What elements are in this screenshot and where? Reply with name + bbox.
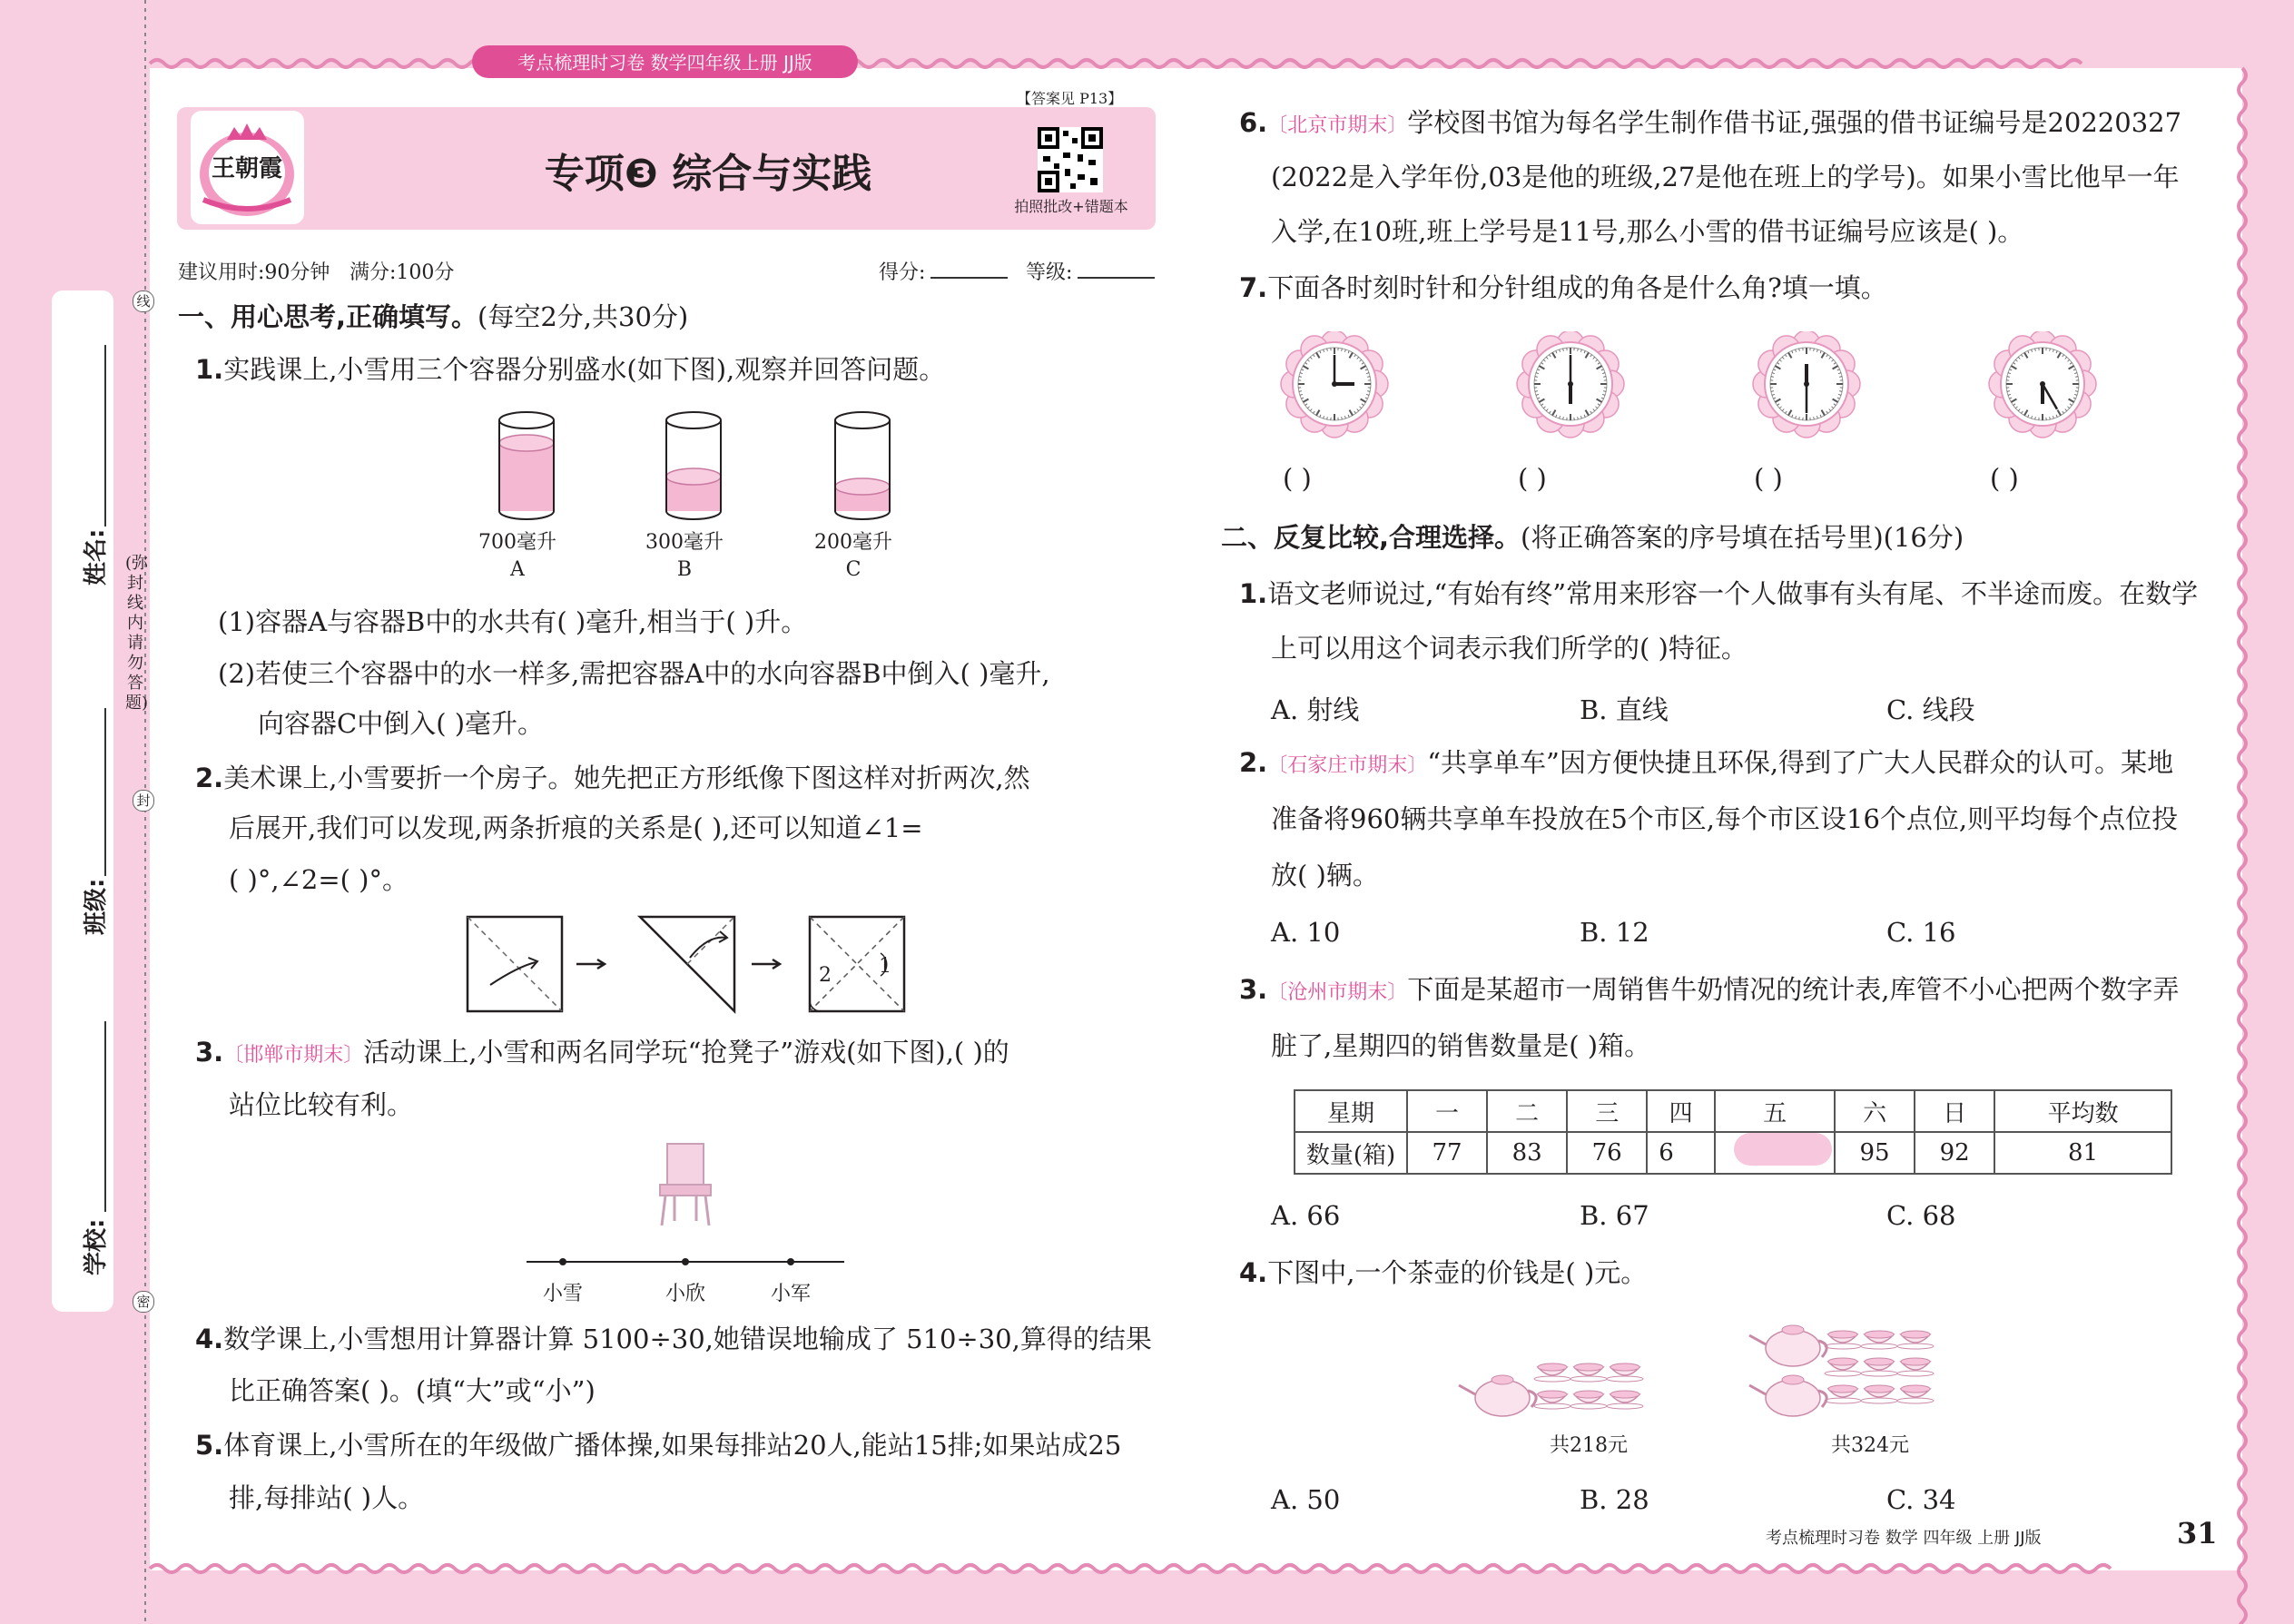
s2q3-option-b[interactable]: B. 67 [1580, 1200, 1649, 1231]
s2q4-text: 下图中,一个茶壶的价钱是( )元。 [1267, 1257, 1648, 1288]
container-rim [835, 412, 890, 428]
angle-2-label: 2 [819, 964, 832, 987]
section2-note: (将正确答案的序号填在括号里)(16分) [1521, 522, 1964, 553]
q5-text1: 体育课上,小雪所在的年级做广播体操,如果每排站20人,能站15排;如果站成25 [223, 1430, 1122, 1461]
score-field[interactable] [930, 277, 1008, 279]
group1-total: 共218元 [1550, 1434, 1628, 1457]
q2-text1: 美术课上,小雪要折一个房子。她先把正方形纸像下图这样对折两次,然 [223, 763, 1030, 793]
clock-icon [1753, 331, 1860, 438]
teacup-icon [1825, 1358, 1861, 1376]
clock-icon [1989, 331, 2096, 438]
paper-fold-figure [463, 912, 926, 1017]
teapot-cups-figure [1452, 1307, 1997, 1421]
q4-line2: 比正确答案( )。(填“大”或“小”) [229, 1375, 596, 1406]
section1-title: 一、用心思考,正确填写。 [178, 301, 478, 332]
table-row [1295, 1132, 2171, 1174]
qr-caption: 拍照批改+错题本 [1014, 198, 1128, 215]
clock-4-answer[interactable]: ( ) [1990, 463, 2019, 494]
section1-note: (每空2分,共30分) [478, 301, 689, 332]
s2q1-option-b[interactable]: B. 直线 [1580, 694, 1669, 725]
q6-line1 [1239, 107, 2181, 139]
time-limit: 建议用时:90分钟 [178, 261, 330, 284]
s2q1-line2: 上可以用这个词表示我们所学的( )特征。 [1271, 633, 1748, 664]
containers-figure [472, 404, 908, 527]
s2q1-line1 [1239, 578, 2198, 610]
q2-line2: 后展开,我们可以发现,两条折痕的关系是( ),还可以知道∠1= [229, 812, 923, 843]
s2q2-option-a[interactable]: A. 10 [1271, 917, 1341, 948]
section1-heading [178, 301, 688, 333]
q1-text [195, 354, 945, 386]
s2q2-option-c[interactable]: C. 16 [1886, 917, 1956, 948]
score-label: 得分: [879, 261, 926, 284]
q3-text1: 活动课上,小雪和两名同学玩“抢凳子”游戏(如下图),( )的 [363, 1037, 1009, 1068]
q4-text1: 数学课上,小雪想用计算器计算 5100÷30,她错误地输成了 510÷30,算得的结果 [223, 1324, 1152, 1354]
teacup-icon [1570, 1363, 1607, 1382]
page-number: 31 [2177, 1516, 2218, 1550]
q3-line1 [195, 1037, 1009, 1068]
s2q3-number: 3. [1239, 974, 1268, 1005]
q5-number: 5. [195, 1430, 224, 1461]
s2q2-option-b[interactable]: B. 12 [1580, 917, 1649, 948]
table-cell: 81 [1994, 1132, 2171, 1174]
teacup-icon [1861, 1385, 1897, 1403]
table-header-cell: 日 [1915, 1090, 1994, 1132]
s2q3-source-tag: 〔沧州市期末〕 [1267, 981, 1408, 1004]
class-label: 班级: [83, 878, 110, 935]
table-header-cell: 三 [1567, 1090, 1647, 1132]
table-header-cell: 星期 [1295, 1090, 1407, 1132]
q5-line2: 排,每排站( )人。 [229, 1482, 425, 1513]
q7-text: 下面各时刻时针和分针组成的角各是什么角?填一填。 [1267, 272, 1887, 303]
teacup-icon [1861, 1358, 1897, 1376]
top-banner-text: 考点梳理时习卷 数学四年级上册 JJ版 [517, 52, 812, 74]
s2q2-source-tag: 〔石家庄市期末〕 [1267, 754, 1428, 777]
teacup-icon [1825, 1331, 1861, 1349]
table-header-cell: 五 [1715, 1090, 1835, 1132]
table-header-cell: 平均数 [1994, 1090, 2171, 1132]
s2q4-line [1239, 1257, 1647, 1289]
s2q4-number: 4. [1239, 1257, 1268, 1288]
clocks-figure [1280, 331, 2115, 445]
s2q3-option-c[interactable]: C. 68 [1886, 1200, 1956, 1231]
container-b [666, 412, 721, 519]
water-surface [499, 435, 554, 451]
q3-number: 3. [195, 1037, 224, 1068]
table-cell: 95 [1835, 1132, 1915, 1174]
clock-2-answer[interactable]: ( ) [1518, 463, 1547, 494]
q6-source-tag: 〔北京市期末〕 [1267, 114, 1408, 137]
table-header-cell: 一 [1407, 1090, 1487, 1132]
school-label: 学校: [83, 1218, 110, 1275]
full-score: 满分:100分 [350, 261, 455, 284]
q6-line3: 入学,在10班,班上学号是11号,那么小雪的借书证编号应该是( )。 [1271, 216, 2024, 247]
position-xiaoxue: 小雪 [542, 1283, 583, 1305]
q2-number: 2. [195, 763, 224, 793]
angle-1-label: 1 [879, 955, 891, 978]
container-base [835, 511, 890, 519]
teapot-icon [1749, 1325, 1826, 1366]
q6-number: 6. [1239, 107, 1268, 138]
container-b-volume: 300毫升 [645, 531, 724, 554]
s2q2-line3: 放( )辆。 [1271, 860, 1379, 891]
s2q1-option-a[interactable]: A. 射线 [1271, 694, 1360, 725]
q1-number: 1. [195, 354, 224, 385]
section2-title: 二、反复比较,合理选择。 [1221, 522, 1521, 553]
table-cell: 数量(箱) [1295, 1132, 1407, 1174]
answer-ref: 【答案见 P13】 [1017, 90, 1123, 107]
clock-3-answer[interactable]: ( ) [1754, 463, 1783, 494]
clock-icon [1517, 331, 1624, 438]
teacup-icon [1825, 1385, 1861, 1403]
q1-sub2-line2: 向容器C中倒入( )毫升。 [258, 708, 545, 739]
water-fill [499, 443, 554, 511]
table-cell-smudged: 6 [1647, 1132, 1715, 1174]
clock-icon [1281, 331, 1388, 438]
footer-text: 考点梳理时习卷 数学 四年级 上册 JJ版 [1766, 1529, 2042, 1548]
s2q1-text1: 语文老师说过,“有始有终”常用来形容一个人做事有头有尾、不半途而废。在数学 [1267, 578, 2199, 609]
grade-label: 等级: [1026, 261, 1073, 284]
container-base [499, 511, 554, 519]
seal-mark-seal: 封 [133, 790, 154, 812]
s2q4-option-c[interactable]: C. 34 [1886, 1484, 1956, 1515]
container-a-volume: 700毫升 [478, 531, 556, 554]
q4-number: 4. [195, 1324, 224, 1354]
s2q2-line1 [1239, 747, 2173, 779]
table-header-cell: 四 [1647, 1090, 1715, 1132]
container-c [835, 412, 890, 519]
section2-heading [1221, 522, 1964, 554]
s2q3-line2: 脏了,星期四的销售数量是( )箱。 [1271, 1030, 1651, 1061]
container-rim [666, 412, 721, 428]
milk-sales-table [1294, 1089, 2172, 1175]
q7-line [1239, 272, 1887, 304]
seal-mark-line: 线 [133, 290, 154, 312]
water-surface [835, 478, 890, 495]
seal-mark-dense: 密 [133, 1291, 154, 1313]
container-c-volume: 200毫升 [814, 531, 892, 554]
water-surface [666, 468, 721, 485]
q1-sub2-line1: (2)若使三个容器中的水一样多,需把容器A中的水向容器B中倒入( )毫升, [218, 658, 1050, 689]
q2-line1 [195, 763, 1030, 794]
teacup-icon [1897, 1385, 1934, 1403]
container-a [499, 412, 554, 519]
s2q1-number: 1. [1239, 578, 1268, 609]
s2q4-option-b[interactable]: B. 28 [1580, 1484, 1649, 1515]
teacup-icon [1861, 1331, 1897, 1349]
q3-source-tag: 〔邯郸市期末〕 [223, 1044, 364, 1067]
container-b-label: B [676, 558, 693, 581]
teacup-icon [1570, 1391, 1607, 1409]
position-xiaoxin: 小欣 [665, 1283, 705, 1305]
q6-text1: 学校图书馆为每名学生制作借书证,强强的借书证编号是20220327 [1407, 107, 2182, 138]
teacup-icon [1897, 1358, 1934, 1376]
q6-line2: (2022是入学年份,03是他的班级,27是他在班上的学号)。如果小雪比他早一年 [1271, 162, 2180, 192]
teacup-icon [1607, 1363, 1643, 1382]
s2q3-line1 [1239, 974, 2179, 1006]
container-rim [499, 412, 554, 428]
name-label: 姓名: [83, 528, 110, 586]
s2q2-text1: “共享单车”因方便快捷且环保,得到了广大人民群众的认可。某地 [1427, 747, 2174, 778]
s2q2-number: 2. [1239, 747, 1268, 778]
container-a-label: A [510, 558, 525, 581]
logo-text: 王朝霞 [211, 155, 282, 182]
seal-warning: (弥封线内请勿答题) [125, 554, 149, 713]
grade-field[interactable] [1078, 277, 1155, 279]
table-header-cell: 六 [1835, 1090, 1915, 1132]
s2q4-option-a[interactable]: A. 50 [1271, 1484, 1341, 1515]
s2q3-option-a[interactable]: A. 66 [1271, 1200, 1341, 1231]
clock-1-answer[interactable]: ( ) [1283, 463, 1312, 494]
teacup-icon [1534, 1363, 1570, 1382]
table-cell: 83 [1487, 1132, 1567, 1174]
teacup-icon [1607, 1391, 1643, 1409]
table-cell: 77 [1407, 1132, 1487, 1174]
teapot-icon [1459, 1375, 1536, 1416]
ink-smudge [1734, 1133, 1832, 1166]
s2q3-text1: 下面是某超市一周销售牛奶情况的统计表,库管不小心把两个数字弄 [1407, 974, 2180, 1005]
q3-line2: 站位比较有利。 [229, 1089, 414, 1120]
q4-line1 [195, 1324, 1152, 1355]
q1-prompt: 实践课上,小雪用三个容器分别盛水(如下图),观察并回答问题。 [223, 354, 946, 385]
table-header-row [1295, 1090, 2171, 1132]
s2q1-option-c[interactable]: C. 线段 [1886, 694, 1975, 725]
q2-line3: ( )°,∠2=( )°。 [229, 864, 409, 895]
teacup-icon [1534, 1391, 1570, 1409]
teapot-icon [1749, 1375, 1826, 1416]
group2-total: 共324元 [1831, 1434, 1909, 1457]
q7-number: 7. [1239, 272, 1268, 303]
qr-code-icon[interactable] [1038, 127, 1103, 192]
q1-sub1: (1)容器A与容器B中的水共有( )毫升,相当于( )升。 [218, 606, 808, 637]
teacup-icon [1897, 1331, 1934, 1349]
table-header-cell: 二 [1487, 1090, 1567, 1132]
s2q2-line2: 准备将960辆共享单车投放在5个市区,每个市区设16个点位,则平均每个点位投 [1271, 803, 2179, 834]
position-xiaojun: 小军 [770, 1283, 811, 1305]
page-title: 专项❸ 综合与实践 [544, 151, 872, 197]
school-field[interactable] [104, 1021, 106, 1212]
container-c-label: C [845, 558, 861, 581]
q5-line1 [195, 1430, 1121, 1462]
name-field[interactable] [104, 345, 106, 527]
table-cell: 92 [1915, 1132, 1994, 1174]
table-cell: 76 [1567, 1132, 1647, 1174]
chair-game-figure [522, 1139, 849, 1266]
container-base [666, 511, 721, 519]
class-field[interactable] [104, 708, 106, 876]
